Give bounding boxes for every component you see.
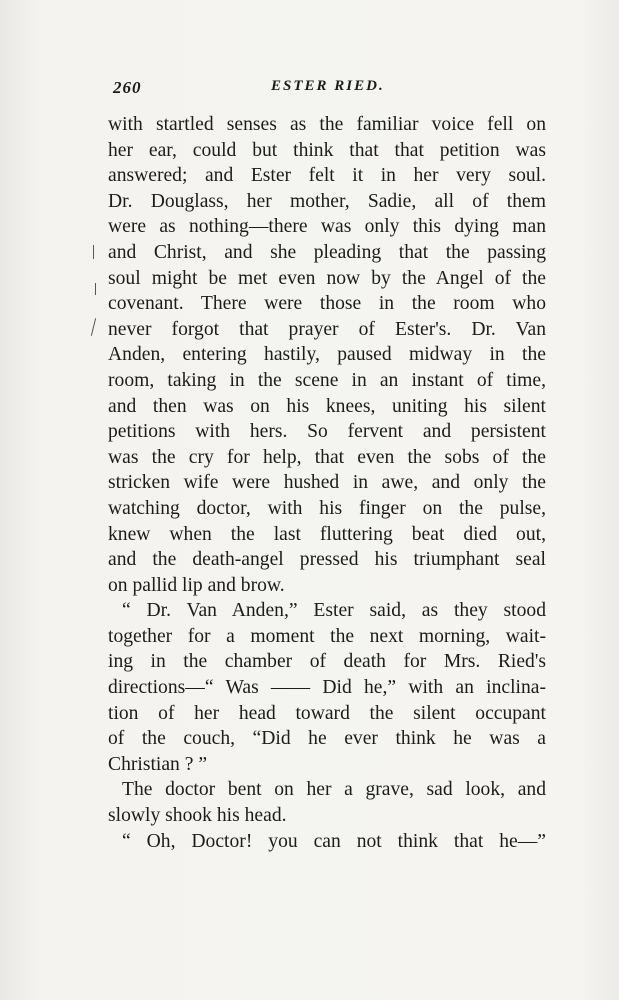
text-line: directions—“ Was —— Did he,” with an inclina- [108,677,546,699]
text-line: answered; and Ester felt it in her very soul. [108,165,546,187]
text-line: tion of her head toward the silent occupant [108,702,546,724]
text-line: Dr. Douglass, her mother, Sadie, all of them [108,190,546,212]
text-line: Christian ? ” [108,753,208,775]
text-line: were as nothing—there was only this dying man [108,216,546,238]
text-line: “ Oh, Doctor! you can not think that he—” [122,830,546,852]
text-line: soul might be met even now by the Angel of the [108,267,546,289]
text-line: and the death-angel pressed his triumphant seal [108,549,546,571]
page-number: 260 [113,78,142,97]
text-line: ing in the chamber of death for Mrs. Ried's [108,651,546,673]
margin-pencil-mark [93,245,94,259]
text-line: and Christ, and she pleading that the passing [108,241,546,263]
text-line: stricken wife were hushed in awe, and only the [108,472,546,494]
text-line: room, taking in the scene in an instant of time, [108,369,546,391]
text-line: on pallid lip and brow. [108,574,285,596]
text-line: with startled senses as the familiar voice fell on [108,114,546,135]
text-line: watching doctor, with his finger on the pulse, [108,497,546,519]
text-line: knew when the last fluttering beat died out, [108,523,546,545]
text-line: “ Dr. Van Anden,” Ester said, as they stood [122,600,546,622]
text-line: together for a moment the next morning, wait- [108,625,546,647]
page-header [113,78,543,102]
margin-pencil-mark [95,283,96,295]
text-line: of the couch, “Did he ever think he was a [108,728,546,750]
text-line: her ear, could but think that that petition was [108,139,546,161]
text-line: Anden, entering hastily, paused midway in the [108,344,546,366]
text-line: petitions with hers. So fervent and persistent [108,421,546,443]
text-line: slowly shook his head. [108,805,287,827]
text-line: never forgot that prayer of Ester's. Dr. Van [108,318,546,340]
text-line: The doctor bent on her a grave, sad look, and [122,779,546,801]
text-line: was the cry for help, that even the sobs of the [108,446,546,468]
running-head: ESTER RIED. [271,78,385,94]
body-text [108,112,546,854]
text-line: covenant. There were those in the room who [108,293,546,315]
margin-pencil-mark [91,318,96,336]
text-line: and then was on his knees, uniting his silent [108,395,546,417]
